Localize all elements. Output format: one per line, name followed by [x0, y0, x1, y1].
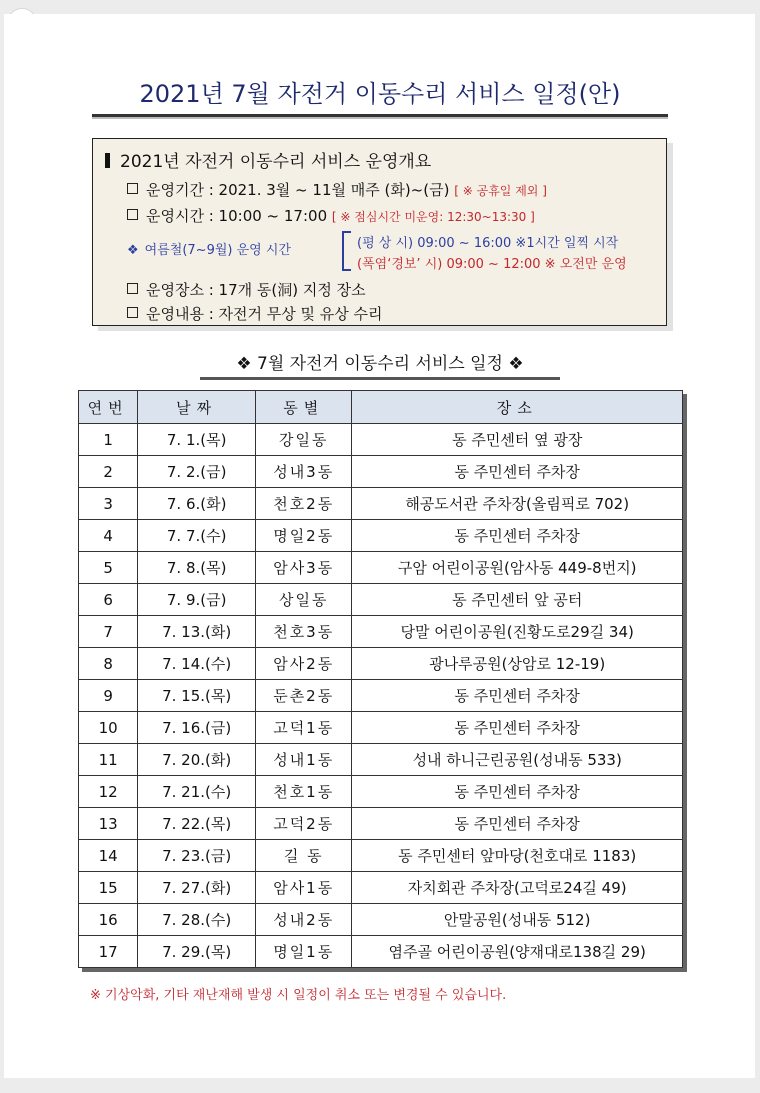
- cell-date: 7. 6.(화): [138, 488, 256, 520]
- cell-date: 7. 15.(목): [138, 680, 256, 712]
- cell-place: 동 주민센터 주차장: [352, 680, 683, 712]
- summer-normal-hours: (평 상 시) 09:00 ~ 16:00 ※1시간 일찍 시작: [357, 236, 619, 251]
- table-row: [79, 712, 683, 744]
- checkbox-icon: [127, 183, 138, 194]
- cell-place: 염주골 어린이공원(양재대로138길 29): [352, 936, 683, 968]
- header-dong: 동별: [256, 391, 352, 424]
- cell-place: 동 주민센터 주차장: [352, 712, 683, 744]
- place-row: [127, 279, 366, 300]
- schedule-table: [78, 390, 683, 968]
- summer-hours-label: [127, 239, 291, 258]
- cell-no: 3: [79, 488, 138, 520]
- cell-date: 7. 9.(금): [138, 584, 256, 616]
- cell-date: 7. 13.(화): [138, 616, 256, 648]
- table-header-row: [79, 391, 683, 424]
- table-row: [79, 840, 683, 872]
- cell-place: 동 주민센터 주차장: [352, 520, 683, 552]
- cell-no: 17: [79, 936, 138, 968]
- cell-dong: 명일2동: [256, 520, 352, 552]
- overview-heading-text: 2021년 자전거 이동수리 서비스 운영개요: [120, 152, 432, 172]
- cell-no: 8: [79, 648, 138, 680]
- table-row: [79, 456, 683, 488]
- cell-date: 7. 20.(화): [138, 744, 256, 776]
- cell-place: 해공도서관 주차장(올림픽로 702): [352, 488, 683, 520]
- cell-no: 4: [79, 520, 138, 552]
- table-row: [79, 936, 683, 968]
- cell-place: 구암 어린이공원(암사동 449-8번지): [352, 552, 683, 584]
- cell-place: 동 주민센터 주차장: [352, 808, 683, 840]
- cell-date: 7. 14.(수): [138, 648, 256, 680]
- cell-date: 7. 1.(목): [138, 424, 256, 456]
- cell-no: 11: [79, 744, 138, 776]
- cell-dong: 성내2동: [256, 904, 352, 936]
- table-row: [79, 744, 683, 776]
- table-row: [79, 808, 683, 840]
- cell-date: 7. 29.(목): [138, 936, 256, 968]
- cell-place: 안말공원(성내동 512): [352, 904, 683, 936]
- cell-place: 동 주민센터 주차장: [352, 456, 683, 488]
- cell-date: 7. 27.(화): [138, 872, 256, 904]
- hours-note: [ ※ 점심시간 미운영: 12:30~13:30 ]: [331, 210, 535, 224]
- cell-place: 광나루공원(상암로 12-19): [352, 648, 683, 680]
- cell-dong: 암사3동: [256, 552, 352, 584]
- table-row: [79, 584, 683, 616]
- cell-no: 2: [79, 456, 138, 488]
- header-no: 연번: [79, 391, 138, 424]
- table-row: [79, 776, 683, 808]
- cell-date: 7. 2.(금): [138, 456, 256, 488]
- table-row: [79, 872, 683, 904]
- cell-dong: 암사2동: [256, 648, 352, 680]
- content-row: [127, 303, 383, 324]
- schedule-subtitle: ❖ 7월 자전거 이동수리 서비스 일정 ❖: [200, 351, 560, 380]
- place-label: 운영장소 : 17개 동(洞) 지정 장소: [146, 281, 366, 299]
- cell-date: 7. 16.(금): [138, 712, 256, 744]
- cell-no: 10: [79, 712, 138, 744]
- cell-dong: 성내1동: [256, 744, 352, 776]
- cell-dong: 천호1동: [256, 776, 352, 808]
- period-label: 운영기간 : 2021. 3월 ~ 11월 매주 (화)~(금): [146, 181, 450, 199]
- checkbox-icon: [127, 209, 138, 220]
- checkbox-icon: [127, 307, 138, 318]
- cell-date: 7. 21.(수): [138, 776, 256, 808]
- cell-place: 당말 어린이공원(진황도로29길 34): [352, 616, 683, 648]
- table-row: [79, 552, 683, 584]
- cell-dong: 암사1동: [256, 872, 352, 904]
- bullet-bar-icon: [105, 153, 110, 168]
- diamond-bullet-icon: ❖: [127, 243, 139, 258]
- cell-place: 동 주민센터 옆 광장: [352, 424, 683, 456]
- cell-place: 자치회관 주차장(고덕로24길 49): [352, 872, 683, 904]
- header-place: 장소: [352, 391, 683, 424]
- cell-date: 7. 23.(금): [138, 840, 256, 872]
- cell-no: 5: [79, 552, 138, 584]
- checkbox-icon: [127, 283, 138, 294]
- cell-date: 7. 22.(목): [138, 808, 256, 840]
- cell-no: 12: [79, 776, 138, 808]
- table-row: [79, 680, 683, 712]
- cell-no: 1: [79, 424, 138, 456]
- cell-place: 동 주민센터 주차장: [352, 776, 683, 808]
- cell-dong: 둔촌2동: [256, 680, 352, 712]
- period-note: [ ※ 공휴일 제외 ]: [454, 184, 547, 198]
- cell-place: 동 주민센터 앞 공터: [352, 584, 683, 616]
- cell-no: 15: [79, 872, 138, 904]
- table-row: [79, 904, 683, 936]
- table-row: [79, 488, 683, 520]
- table-row: [79, 424, 683, 456]
- cell-date: 7. 8.(목): [138, 552, 256, 584]
- cell-dong: 천호2동: [256, 488, 352, 520]
- table-row: [79, 616, 683, 648]
- cell-dong: 명일1동: [256, 936, 352, 968]
- cell-dong: 길 동: [256, 840, 352, 872]
- header-date: 날짜: [138, 391, 256, 424]
- cell-dong: 천호3동: [256, 616, 352, 648]
- page-title: 2021년 7월 자전거 이동수리 서비스 일정(안): [92, 74, 668, 117]
- notice-text: ※ 기상악화, 기타 재난재해 발생 시 일정이 취소 또는 변경될 수 있습니다.: [90, 988, 507, 1003]
- cell-no: 16: [79, 904, 138, 936]
- cell-date: 7. 28.(수): [138, 904, 256, 936]
- hours-row: [127, 205, 535, 226]
- cell-dong: 상일동: [256, 584, 352, 616]
- cell-no: 13: [79, 808, 138, 840]
- cell-place: 성내 하니근린공원(성내동 533): [352, 744, 683, 776]
- cell-no: 14: [79, 840, 138, 872]
- table-row: [79, 648, 683, 680]
- cell-no: 9: [79, 680, 138, 712]
- summer-heat-hours: (폭염‘경보’ 시) 09:00 ~ 12:00 ※ 오전만 운영: [357, 257, 627, 272]
- cell-date: 7. 7.(수): [138, 520, 256, 552]
- cell-place: 동 주민센터 앞마당(천호대로 1183): [352, 840, 683, 872]
- table-row: [79, 520, 683, 552]
- bracket-icon: [342, 231, 351, 271]
- hours-label: 운영시간 : 10:00 ~ 17:00: [146, 207, 328, 225]
- cell-no: 6: [79, 584, 138, 616]
- overview-heading: [105, 147, 431, 172]
- overview-box: [92, 138, 667, 326]
- summer-label-text: 여름철(7~9월) 운영 시간: [144, 243, 291, 258]
- content-label: 운영내용 : 자전거 무상 및 유상 수리: [146, 305, 383, 323]
- cell-dong: 고덕1동: [256, 712, 352, 744]
- cell-dong: 성내3동: [256, 456, 352, 488]
- cell-dong: 강일동: [256, 424, 352, 456]
- cell-dong: 고덕2동: [256, 808, 352, 840]
- period-row: [127, 179, 547, 200]
- cell-no: 7: [79, 616, 138, 648]
